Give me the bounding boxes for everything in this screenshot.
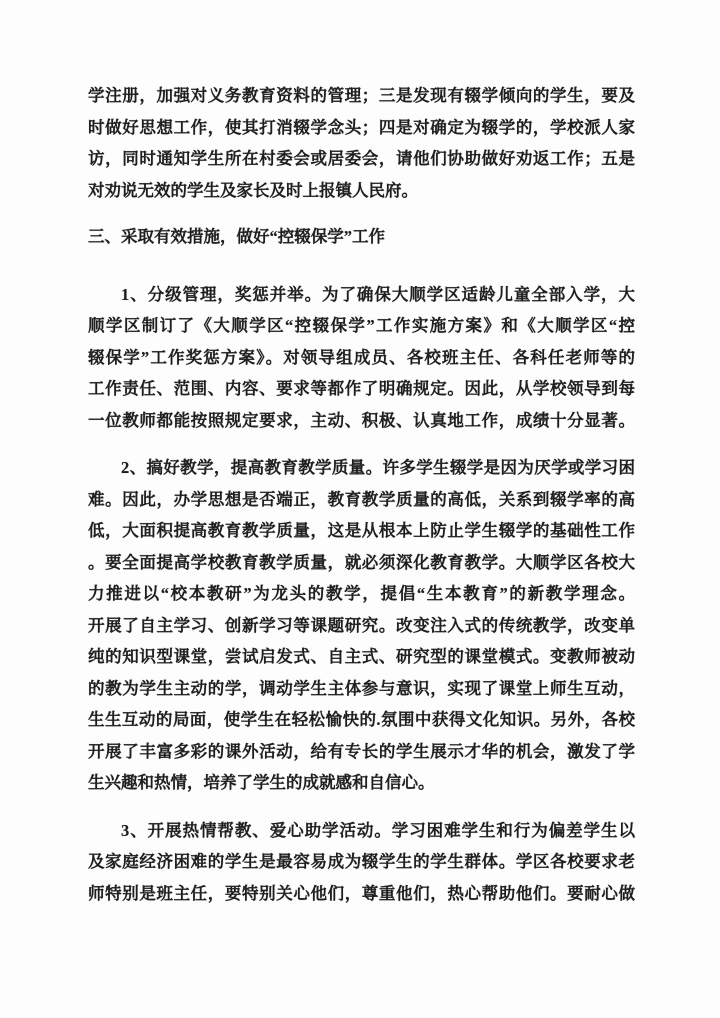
text-line: 及家庭经济困难的学生是最容易成为辍学生的学生群体。学区各校要求老 (88, 852, 635, 871)
document-body (88, 80, 635, 909)
paragraph (88, 80, 635, 206)
text-line: 1、分级管理，奖惩并举。为了确保大顺学区适龄儿童全部入学，大 (121, 284, 635, 304)
text-line: 力推进以“校本教研”为龙头的教学，提倡“生本教育”的新教学理念。 (88, 584, 635, 603)
section-heading: 三、采取有效措施，做好“控辍保学”工作 (88, 227, 385, 246)
text-line: 。要全面提高学校教育教学质量，就必须深化教育教学。大顺学区各校大 (88, 552, 635, 572)
text-line: 辍保学”工作奖惩方案》。对领导组成员、各校班主任、各科任老师等的 (88, 347, 635, 367)
paragraph (88, 815, 635, 910)
text-line: 对劝说无效的学生及家长及时上报镇人民府。 (88, 180, 418, 200)
text-line: 顺学区制订了《大顺学区“控辍保学”工作实施方案》和《大顺学区“控 (88, 316, 635, 335)
text-line: 生兴趣和热情，培养了学生的成就感和自信心。 (88, 773, 435, 792)
text-line: 生生互动的局面，使学生在轻松愉快的.氛围中获得文化知识。另外，各校 (88, 710, 635, 729)
text-line: 学注册，加强对义务教育资料的管理；三是发现有辍学倾向的学生，要及 (88, 86, 635, 105)
text-line: 纯的知识型课堂，尝试启发式、自主式、研究型的课堂模式。变教师被动 (88, 647, 635, 666)
text-line: 工作责任、范围、内容、要求等都作了明确规定。因此，从学校领导到每 (88, 379, 635, 398)
text-line: 一位教师都能按照规定要求，主动、积极、认真地工作，成绩十分显著。 (88, 410, 635, 430)
paragraph (88, 452, 635, 799)
text-line: 开展了丰富多彩的课外活动，给有专长的学生展示才华的机会，激发了学 (88, 741, 635, 761)
text-line: 难。因此，办学思想是否端正，教育教学质量的高低，关系到辍学率的高 (88, 489, 635, 509)
text-line: 的教为学生主动的学，调动学生主体参与意识，实现了课堂上师生互动， (88, 678, 635, 698)
text-line: 3、开展热情帮教、爱心助学活动。学习困难学生和行为偏差学生以 (121, 820, 635, 840)
text-line: 时做好思想工作，使其打消辍学念头；四是对确定为辍学的，学校派人家 (88, 117, 635, 137)
text-line: 师特别是班主任，要特别关心他们，尊重他们，热心帮助他们。要耐心做 (88, 883, 635, 903)
text-line: 开展了自主学习、创新学习等课题研究。改变注入式的传统教学，改变单 (88, 615, 635, 635)
text-line: 低，大面积提高教育教学质量，这是从根本上防止学生辍学的基础性工作 (88, 521, 635, 540)
text-line: 2、搞好教学，提高教育教学质量。许多学生辍学是因为厌学或学习困 (121, 458, 635, 477)
paragraph (88, 279, 635, 437)
text-line: 访，同时通知学生所在村委会或居委会，请他们协助做好劝返工作；五是 (88, 149, 635, 168)
